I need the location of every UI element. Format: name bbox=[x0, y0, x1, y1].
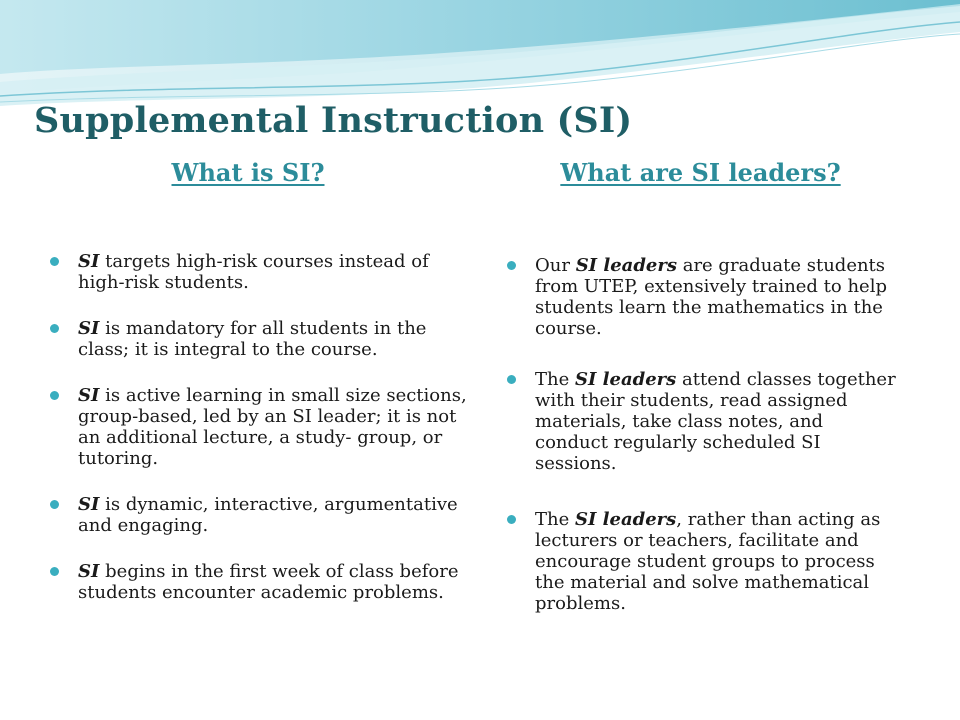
item-text: is mandatory for all students in the class; it is integral to the course. bbox=[78, 318, 427, 360]
item-text: are graduate students from UTEP, extensively trained to help students learn the mathematics in the course. bbox=[535, 255, 887, 339]
si-leaders-term: SI leaders bbox=[575, 255, 677, 276]
list-item bbox=[48, 251, 468, 293]
item-text: attend classes together with their students, read assigned materials, take class notes, and conduct regularly scheduled SI sessions. bbox=[535, 369, 896, 474]
item-prefix: The bbox=[535, 369, 575, 390]
list-item bbox=[505, 255, 900, 339]
item-prefix: The bbox=[535, 509, 575, 530]
bullet-dot-icon bbox=[50, 391, 59, 400]
bullet-dot-icon bbox=[507, 261, 516, 270]
si-term: SI bbox=[78, 318, 100, 339]
what-is-si-list bbox=[48, 251, 468, 603]
si-term: SI bbox=[78, 494, 100, 515]
bullet-dot-icon bbox=[507, 375, 516, 384]
si-leaders-column bbox=[505, 158, 900, 614]
bullet-dot-icon bbox=[50, 324, 59, 333]
what-is-si-heading: What is SI? bbox=[171, 158, 325, 187]
bullet-dot-icon bbox=[50, 257, 59, 266]
bullet-dot-icon bbox=[507, 515, 516, 524]
list-item bbox=[48, 494, 468, 536]
list-item bbox=[505, 509, 900, 614]
slide-title: Supplemental Instruction (SI) bbox=[34, 100, 633, 141]
item-prefix: Our bbox=[535, 255, 576, 276]
si-leaders-heading: What are SI leaders? bbox=[560, 158, 841, 187]
item-text: begins in the first week of class before students encounter academic problems. bbox=[78, 561, 459, 603]
bullet-dot-icon bbox=[50, 500, 59, 509]
si-leaders-list bbox=[505, 255, 900, 614]
item-text: is active learning in small size sections, group-based, led by an SI leader; it is not an additional lecture, a study- group, or tutoring. bbox=[78, 385, 467, 469]
si-leaders-term: SI leaders bbox=[574, 369, 677, 390]
list-item bbox=[48, 561, 468, 603]
list-item bbox=[505, 369, 900, 474]
item-text: , rather than acting as lecturers or teachers, facilitate and encourage student groups to process the material and solve mathematical problems. bbox=[535, 509, 881, 614]
si-leaders-term: SI leaders bbox=[574, 509, 677, 530]
bullet-dot-icon bbox=[50, 567, 59, 576]
list-item bbox=[48, 385, 468, 469]
si-term: SI bbox=[78, 561, 100, 582]
item-text: targets high-risk courses instead of high-risk students. bbox=[78, 251, 429, 293]
si-term: SI bbox=[78, 385, 100, 406]
item-text: is dynamic, interactive, argumentative and engaging. bbox=[78, 494, 458, 536]
list-item bbox=[48, 318, 468, 360]
what-is-si-column bbox=[48, 158, 468, 603]
si-term: SI bbox=[78, 251, 100, 272]
